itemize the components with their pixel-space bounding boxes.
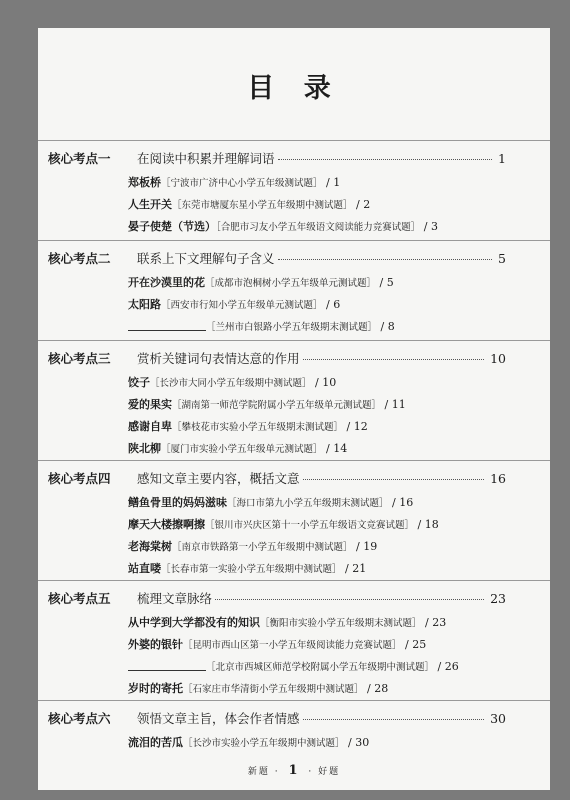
- page-title: 目 录: [247, 73, 341, 104]
- entry-source: ［西安市行知小学五年级单元测试题］: [161, 300, 323, 311]
- entry-title: 陕北柳: [128, 442, 161, 455]
- section-label: 核心考点六: [48, 711, 111, 726]
- entry-title: 饺子: [128, 376, 150, 389]
- section-heading: [48, 250, 506, 268]
- toc-entry: [128, 680, 388, 697]
- entry-source: ［银川市兴庆区第十一小学五年级语文竞赛试题］: [205, 520, 415, 531]
- entry-title: 老海棠树: [128, 540, 172, 553]
- entry-source: ［东莞市塘厦东星小学五年级期中测试题］: [172, 200, 353, 211]
- entry-page: / 16: [392, 496, 414, 509]
- toc-entry: [128, 516, 439, 533]
- entry-page: / 10: [315, 376, 337, 389]
- entry-page: / 11: [384, 398, 406, 411]
- footer-dot: ·: [274, 767, 280, 777]
- toc-entry: [128, 296, 340, 313]
- toc-entry: [128, 418, 368, 435]
- entry-source: ［昆明市西山区第一小学五年级阅读能力竞赛试题］: [183, 640, 402, 651]
- entry-page: / 30: [348, 736, 370, 749]
- section-title: 领悟文章主旨，体会作者情感: [137, 711, 300, 726]
- entry-page: / 25: [405, 638, 427, 651]
- section-page: 5: [498, 251, 506, 266]
- entry-page: / 1: [326, 176, 341, 189]
- section-page: 10: [490, 351, 506, 366]
- entry-page: / 6: [326, 298, 341, 311]
- section-label: 核心考点一: [48, 151, 111, 166]
- toc-entry: [128, 396, 406, 413]
- entry-title: 站直喽: [128, 562, 161, 575]
- entry-source: ［合肥市习友小学五年级语文阅读能力竞赛试题］: [216, 222, 421, 233]
- entry-source: ［湖南第一师范学院附属小学五年级单元测试题］: [172, 400, 382, 411]
- section-heading: [48, 350, 506, 368]
- entry-source: ［厦门市实验小学五年级单元测试题］: [161, 444, 323, 455]
- dot-leader: [278, 259, 492, 260]
- blank-title-line: [128, 658, 206, 671]
- section-page: 16: [490, 471, 506, 486]
- entry-source: ［石家庄市华清街小学五年级期中测试题］: [183, 684, 364, 695]
- entry-source: ［衡阳市实验小学五年级期末测试题］: [260, 618, 422, 629]
- entry-page: / 21: [345, 562, 367, 575]
- entry-title: 开在沙漠里的花: [128, 276, 205, 289]
- entry-source: ［成都市泡桐树小学五年级单元测试题］: [205, 278, 377, 289]
- toc-entry: [128, 174, 340, 191]
- entry-source: ［兰州市白银路小学五年级期末测试题］: [206, 322, 378, 333]
- entry-page: / 28: [367, 682, 389, 695]
- section-label: 核心考点五: [48, 591, 111, 606]
- entry-source: ［北京市西城区师范学校附属小学五年级期中测试题］: [206, 662, 435, 673]
- dot-leader: [278, 159, 492, 160]
- blank-title-line: [128, 318, 206, 331]
- entry-title: 晏子使楚（节选）: [128, 220, 216, 233]
- entry-source: ［南京市铁路第一小学五年级期中测试题］: [172, 542, 353, 553]
- entry-title: 岁时的寄托: [128, 682, 183, 695]
- entry-title: 摩天大楼擦啊擦: [128, 518, 205, 531]
- entry-title: 鳝鱼骨里的妈妈滋味: [128, 496, 227, 509]
- toc-entry: [128, 658, 459, 675]
- toc-entry: [128, 440, 347, 457]
- section-title: 赏析关键词句表情达意的作用: [137, 351, 300, 366]
- toc-entry: [128, 734, 369, 751]
- entry-page: / 3: [423, 220, 438, 233]
- toc-entry: [128, 374, 336, 391]
- entry-page: / 2: [356, 198, 371, 211]
- dot-leader: [303, 719, 484, 720]
- entry-title: 感谢自卑: [128, 420, 172, 433]
- toc-entry: [128, 560, 366, 577]
- entry-source: ［攀枝花市实验小学五年级期末测试题］: [172, 422, 344, 433]
- toc-entry: [128, 274, 394, 291]
- dot-leader: [215, 599, 484, 600]
- entry-source: ［长沙市大同小学五年级期中测试题］: [150, 378, 312, 389]
- entry-title: 郑板桥: [128, 176, 161, 189]
- section-heading: [48, 470, 506, 488]
- entry-page: / 5: [379, 276, 394, 289]
- section-label: 核心考点二: [48, 251, 111, 266]
- section-title: 感知文章主要内容，概括文意: [137, 471, 300, 486]
- toc-entry: [128, 636, 426, 653]
- section-page: 1: [498, 151, 506, 166]
- entry-page: / 26: [437, 660, 459, 673]
- toc-entry: [128, 218, 438, 235]
- entry-page: / 23: [425, 616, 447, 629]
- toc-entry: [128, 614, 446, 631]
- dot-leader: [303, 479, 484, 480]
- entry-page: / 18: [417, 518, 439, 531]
- entry-source: ［长沙市实验小学五年级期中测试题］: [183, 738, 345, 749]
- toc-entry: [128, 196, 370, 213]
- section-title: 联系上下文理解句子含义: [137, 251, 275, 266]
- section-title: 在阅读中积累并理解词语: [137, 151, 275, 166]
- toc-entry: [128, 538, 377, 555]
- entry-title: 人生开关: [128, 198, 172, 211]
- entry-title: 外婆的银针: [128, 638, 183, 651]
- section-divider: [38, 460, 550, 461]
- section-page: 30: [490, 711, 506, 726]
- toc-entry: [128, 318, 395, 335]
- section-divider: [38, 580, 550, 581]
- section-heading: [48, 590, 506, 608]
- section-title: 梳理文章脉络: [137, 591, 213, 606]
- toc-page: [38, 28, 550, 790]
- section-divider: [38, 700, 550, 701]
- section-divider: [38, 240, 550, 241]
- section-heading: [48, 150, 506, 168]
- entry-page: / 19: [356, 540, 378, 553]
- footer-left: 新题: [247, 767, 270, 777]
- entry-title: 爱的果实: [128, 398, 172, 411]
- toc-entry: [128, 494, 413, 511]
- section-divider: [38, 140, 550, 141]
- section-divider: [38, 340, 550, 341]
- entry-page: / 14: [326, 442, 348, 455]
- entry-source: ［宁波市广济中心小学五年级测试题］: [161, 178, 323, 189]
- section-label: 核心考点三: [48, 351, 111, 366]
- section-label: 核心考点四: [48, 471, 111, 486]
- section-page: 23: [490, 591, 506, 606]
- section-heading: [48, 710, 506, 728]
- page-footer: [38, 763, 550, 778]
- entry-source: ［长春市第一实验小学五年级期中测试题］: [161, 564, 342, 575]
- entry-title: 从中学到大学都没有的知识: [128, 616, 260, 629]
- entry-source: ［海口市第九小学五年级期末测试题］: [227, 498, 389, 509]
- entry-title: 流泪的苦瓜: [128, 736, 183, 749]
- dot-leader: [303, 359, 484, 360]
- footer-right: 好题: [318, 767, 341, 777]
- entry-page: / 12: [346, 420, 368, 433]
- footer-dot: ·: [308, 767, 314, 777]
- entry-page: / 8: [380, 320, 395, 333]
- entry-title: 太阳路: [128, 298, 161, 311]
- page-number: 1: [288, 763, 300, 778]
